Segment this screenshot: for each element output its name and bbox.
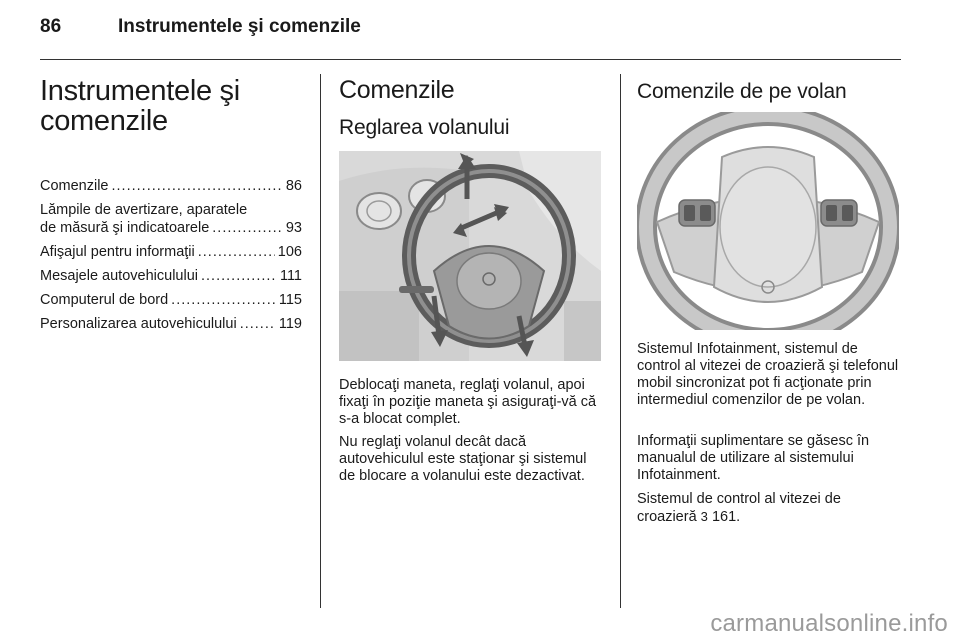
toc-item[interactable] bbox=[40, 291, 302, 309]
toc-item-text: Personalizarea autovehiculului bbox=[40, 316, 237, 332]
toc-item-page: 93 bbox=[285, 220, 302, 236]
paragraph: Sistemul Infotainment, sistemul de control al vitezei de croazieră şi telefonul mobil sincronizat pot fi acţionate prin intermediul comenzilor de pe volan. bbox=[637, 341, 899, 408]
toc-item-page: 86 bbox=[285, 178, 302, 194]
toc-item-text: Afişajul pentru informaţii bbox=[40, 244, 195, 260]
paragraph: Nu reglaţi volanul decât dacă autovehiculul este staţionar şi sistemul de blocare a volanului este dezactivat. bbox=[339, 434, 587, 484]
toc-item[interactable] bbox=[40, 243, 302, 261]
section-title: Comenzile bbox=[339, 76, 455, 104]
steering-controls-illustration bbox=[637, 112, 899, 330]
column-divider bbox=[320, 74, 321, 608]
steering-adjust-figure bbox=[339, 151, 601, 361]
toc-item-text-line2: de măsură şi indicatoarele bbox=[40, 220, 210, 236]
page-header bbox=[40, 16, 920, 52]
running-title: Instrumentele şi comenzile bbox=[118, 16, 361, 37]
page-ref-icon: 3 bbox=[700, 509, 708, 524]
column-divider bbox=[620, 74, 621, 608]
toc-item-page: 111 bbox=[279, 268, 302, 284]
chapter-toc bbox=[40, 177, 302, 339]
subsection-title: Reglarea volanului bbox=[339, 116, 510, 139]
cruise-paragraph bbox=[637, 491, 903, 526]
toc-item-page: 119 bbox=[278, 316, 302, 332]
toc-item[interactable] bbox=[40, 201, 302, 237]
subsection-title: Comenzile de pe volan bbox=[637, 80, 847, 103]
watermark: carmanualsonline.info bbox=[710, 610, 948, 637]
toc-item-text: Mesajele autovehiculului bbox=[40, 268, 198, 284]
cruise-text: Sistemul de control al vitezei de croazieră bbox=[637, 491, 841, 525]
toc-item-page: 106 bbox=[277, 244, 302, 260]
toc-item[interactable] bbox=[40, 267, 302, 285]
paragraph: Informaţii suplimentare se găsesc în manualul de utilizare al sistemului Infotainment. bbox=[637, 433, 870, 483]
chapter-title: Instrumentele şi comenzile bbox=[40, 75, 240, 137]
toc-item[interactable] bbox=[40, 177, 302, 195]
steering-adjust-illustration bbox=[339, 151, 601, 361]
steering-controls-figure bbox=[637, 112, 899, 330]
toc-item-text: Computerul de bord bbox=[40, 292, 169, 308]
header-rule bbox=[40, 59, 901, 60]
cruise-page-link[interactable]: 161. bbox=[711, 509, 741, 525]
toc-item[interactable] bbox=[40, 315, 302, 333]
toc-item-text: Comenzile bbox=[40, 178, 109, 194]
paragraph: Deblocaţi maneta, reglaţi volanul, apoi fixaţi în poziţie maneta şi asiguraţi-vă că s-a blocat complet. bbox=[339, 377, 597, 427]
toc-item-page: 115 bbox=[278, 292, 302, 308]
page-number: 86 bbox=[40, 16, 62, 37]
toc-item-text: Lămpile de avertizare, aparatele bbox=[40, 202, 248, 218]
